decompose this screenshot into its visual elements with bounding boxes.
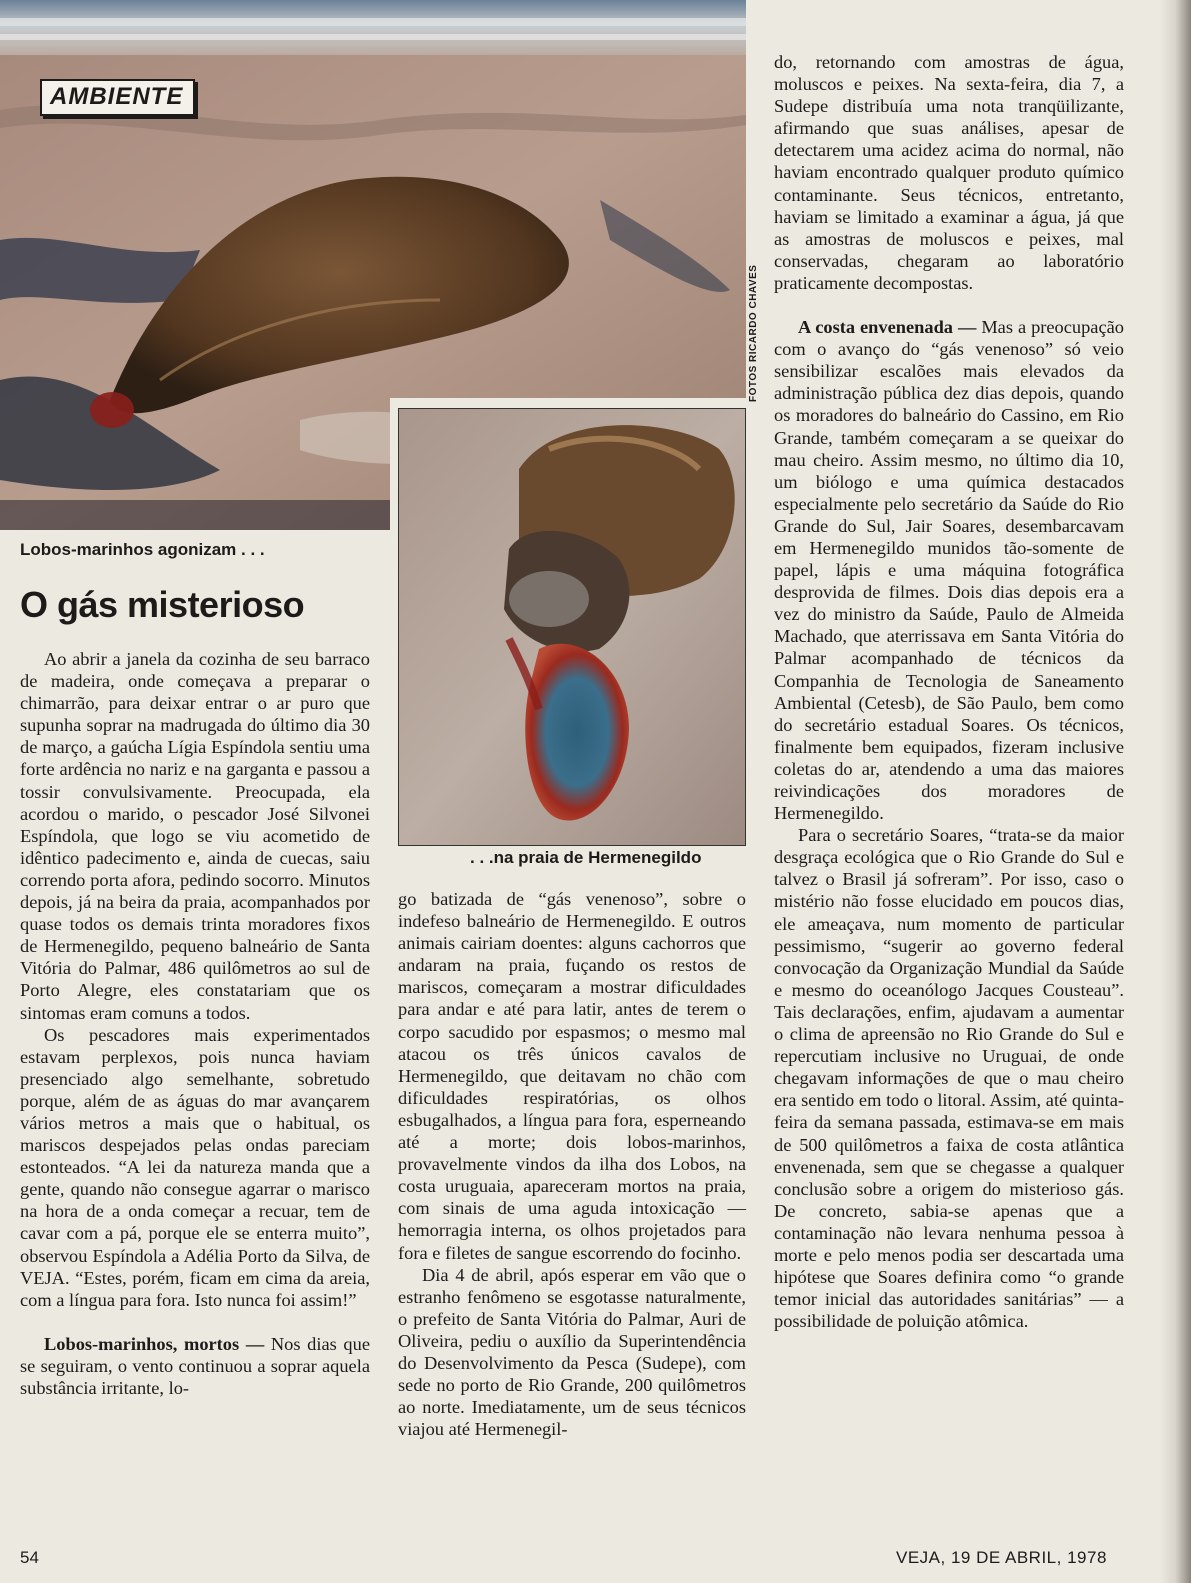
article-column-1 bbox=[20, 648, 370, 1399]
paragraph bbox=[774, 316, 1124, 824]
page-binding-edge bbox=[1160, 0, 1191, 1583]
issue-footer: VEJA, 19 DE ABRIL, 1978 bbox=[896, 1548, 1107, 1567]
article-column-3 bbox=[774, 51, 1124, 1332]
paragraph: Para o secretário Soares, “trata-se da maior desgraça ecológica que o Rio Grande do Sul e talvez o Brasil já sofreram”. Por isso, caso o mistério não fosse elucidado em poucos dias, ele ameaçava, num momento de particular pessimismo, “sugerir ao governo federal convocação da Organização Mundial da Saúde e mesmo do oceanólogo Jacques Cousteau”. Tais declarações, enfim, ajudavam a aumentar o clima de apreensão no Rio Grande do Sul e repercutiam inclusive no Uruguai, de onde chegavam informações de que o mau cheiro era sentido em todo o litoral. Assim, até quinta-feira da semana passada, estimava-se em mais de 500 quilômetros a faixa de costa atlântica envenenada, sem que se chegasse a qualquer conclusão sobre a origem do misterioso gás. De concreto, sabia-se apenas que a contaminação não levara nenhuma pessoa à morte e pelo menos podia ser descartada uma hipótese que Soares definira como “o grande temor inicial das autoridades sanitárias” — a possibilidade de poluição atômica. bbox=[774, 825, 1124, 1332]
headline: O gás misterioso bbox=[20, 584, 305, 625]
paragraph-text: Mas a preocupação com o avanço do “gás venenoso” só veio sensibilizar escalões mais elevados da administração pública dez dias depois, quando os moradores do balneário do Cassino, em Rio Grande, também começaram a se queixar do mau cheiro. Assim mesmo, no último dia 10, um biólogo e uma química destacados especialmente pelo secretário da Saúde do Rio Grande do Sul, Jair Soares, desembarcavam em Hermenegildo munidos tão-somente de papel, lápis e uma máquina fotográfica desprovida de filmes. Dois dias depois era a vez do ministro da Saúde, Paulo de Almeida Machado, que aterrissava em Santa Vitória do Palmar acompanhado de técnicos da Companhia de Tecnologia de Saneamento Ambiental (Cetesb), de São Paulo, bem como do secretário estadual Soares. Os técnicos, finalmente bem equipados, fizeram inclusive coletas do ar, atendendo a uma das maiores reivindicações dos moradores de Hermenegildo. bbox=[774, 317, 1124, 824]
paragraph: go batizada de “gás venenoso”, sobre o indefeso balneário de Hermenegildo. E outros animais cairiam doentes: alguns cachorros que andaram na praia, fuçando os restos de mariscos, começaram a mostrar dificuldades para andar e até para latir, antes de terem o corpo sacudido por espasmos; o mesmo mal atacou os três únicos cavalos de Hermenegildo, que deitavam no chão com dificuldades respiratórias, os olhos esbugalhados, a língua para fora, esperneando até a morte; dois lobos-marinhos, provavelmente vindos da ilha dos Lobos, na costa uruguaia, apareceram mortos na praia, com sinais de uma aguda intoxicação — hemorragia interna, os olhos projetados para fora e filetes de sangue escorrendo do focinho. bbox=[398, 889, 746, 1263]
subhead: A costa envenenada — bbox=[798, 317, 977, 338]
paragraph: Os pescadores mais experimentados estavam perplexos, pois nunca haviam presenciado algo semelhante, sobretudo porque, além de as águas do mar avançarem vários metros a mais que o habitual, os mariscos despejados pelas ondas pareciam estonteados. “A lei da natureza manda que a gente, quando não consegue agarrar o marisco na hora de a onda começar a recuar, tem de cavar com a pá, porque ele se enterra muito”, observou Espíndola a Adélia Porto da Silva, de VEJA. “Estes, porém, ficam em cima da areia, com a língua para fora. Isto nunca foi assim!” bbox=[20, 1024, 370, 1310]
inset-photo-caption: . . .na praia de Hermenegildo bbox=[470, 848, 702, 867]
article-column-2 bbox=[398, 888, 746, 1440]
subhead: Lobos-marinhos, mortos — bbox=[44, 1333, 265, 1354]
paragraph-text: Nos dias que se seguiram, o vento continuou a soprar aquela substância irritante, lo- bbox=[20, 1333, 370, 1398]
page-number: 54 bbox=[20, 1548, 39, 1567]
paragraph bbox=[20, 1333, 370, 1399]
paragraph: Ao abrir a janela da cozinha de seu barraco de madeira, onde começava a preparar o chimarrão, para deixar entrar o ar puro que supunha soprar na madrugada do último dia 30 de março, a gaúcha Lígia Espíndola sentiu uma forte ardência no nariz e na garganta e passou a tossir convulsivamente. Preocupada, ela acordou o marido, o pescador José Silvonei Espíndola, que logo se viu acometido de idêntico padecimento e, ainda de cuecas, saiu correndo porta afora, pedindo socorro. Minutos depois, já na beira da praia, acompanhados por quase todos os demais trinta moradores fixos de Hermenegildo, pequeno balneário de Santa Vitória do Palmar, 486 quilômetros ao sul de Porto Alegre, eles constatariam que os sintomas eram comuns a todos. bbox=[20, 649, 370, 1023]
paragraph: do, retornando com amostras de água, moluscos e peixes. Na sexta-feira, dia 7, a Sudepe distribuía uma nota tranqüilizante, afirmando que suas análises, apesar de detectarem uma acidez acima do normal, não haviam encontrado qualquer produto químico contaminante. Seus técnicos, entretanto, haviam se limitado a examinar a água, já que as amostras de moluscos e peixes, mal conservadas, chegaram ao laboratório praticamente decompostas. bbox=[774, 52, 1124, 293]
photo-credit: FOTOS RICARDO CHAVES bbox=[748, 264, 759, 402]
paragraph: Dia 4 de abril, após esperar em vão que o estranho fenômeno se esgotasse naturalmente, o prefeito de Santa Vitória do Palmar, Auri de Oliveira, pediu o auxílio da Superintendência do Desenvolvimento da Pesca (Sudepe), com sede no porto de Rio Grande, 200 quilômetros ao norte. Imediatamente, um de seus técnicos viajou até Hermenegil- bbox=[398, 1264, 746, 1440]
section-tag: AMBIENTE bbox=[40, 79, 195, 116]
top-photo-caption: Lobos-marinhos agonizam . . . bbox=[20, 540, 265, 559]
dead-sea-lion-closeup-photo bbox=[398, 408, 746, 846]
